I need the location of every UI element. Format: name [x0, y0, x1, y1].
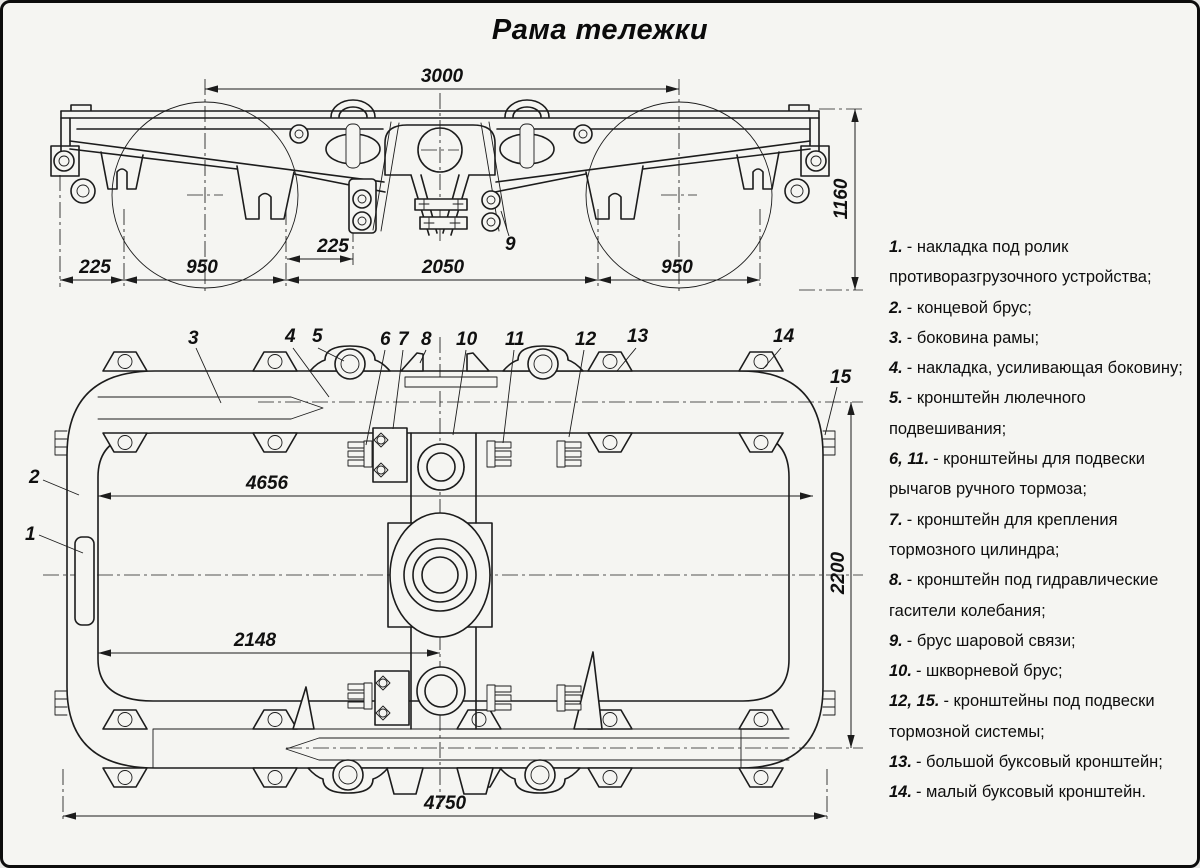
part-label-9: 9: [505, 234, 516, 255]
part-label-3: 3: [188, 328, 199, 349]
legend-line: 8. - кронштейн под гидравлические: [889, 571, 1159, 590]
dimension-bracket-offset: 225: [317, 236, 349, 257]
page-title: Рама тележки: [491, 14, 709, 46]
legend-line: тормозного цилиндра;: [889, 540, 1060, 559]
dimension-pivot-distance: 2148: [233, 630, 277, 651]
legend-line: 5. - кронштейн люлечного: [889, 389, 1086, 408]
part-label-1: 1: [25, 524, 36, 545]
dimension-frame-length: 4750: [423, 793, 467, 814]
dimension-inner-length: 4656: [245, 473, 289, 494]
legend-line: 1. - накладка под ролик: [889, 238, 1069, 256]
part-label-13: 13: [627, 326, 649, 347]
legend-line: 10. - шкворневой брус;: [889, 662, 1063, 681]
legend-line: 12, 15. - кронштейны под подвески: [889, 692, 1155, 711]
legend-line: рычагов ручного тормоза;: [889, 480, 1087, 499]
legend-line: 4. - накладка, усиливающая боковину;: [889, 359, 1183, 378]
legend-line: 13. - большой буксовый кронштейн;: [889, 753, 1163, 772]
legend: [889, 232, 1195, 808]
part-label-14: 14: [773, 326, 795, 347]
side-elevation-view: [51, 66, 863, 293]
legend-line: тормозной системы;: [889, 722, 1045, 741]
part-label-5: 5: [312, 326, 323, 347]
part-label-4: 4: [285, 326, 296, 347]
legend-line: 9. - брус шаровой связи;: [889, 631, 1076, 650]
part-label-8: 8: [421, 329, 432, 350]
roller-pad: [75, 537, 94, 625]
part-label-15: 15: [830, 367, 852, 388]
legend-line: подвешивания;: [889, 419, 1007, 438]
part-label-2: 2: [29, 467, 40, 488]
dimension-frame-width: 2200: [828, 551, 849, 595]
legend-line: гасители колебания;: [889, 601, 1046, 620]
part-label-10: 10: [456, 329, 478, 350]
part-label-7: 7: [398, 329, 409, 350]
dimension-axle-spacing: 3000: [420, 66, 464, 87]
dimension-wheel-dia-right: 950: [661, 257, 693, 278]
dimension-end-offset: 225: [79, 257, 111, 278]
part-label-6: 6: [380, 329, 391, 350]
dimension-wheel-dia-left: 950: [186, 257, 218, 278]
plan-view: [25, 326, 863, 823]
legend-line: 2. - концевой брус;: [889, 298, 1032, 317]
legend-line: противоразгрузочного устройства;: [889, 268, 1152, 287]
legend-line: 7. - кронштейн для крепления: [889, 510, 1118, 529]
legend-line: 14. - малый буксовый кронштейн.: [889, 783, 1146, 802]
legend-line: 3. - боковина рамы;: [889, 328, 1040, 347]
part-label-12: 12: [575, 329, 597, 350]
dimension-frame-height: 1160: [831, 178, 852, 220]
dimension-center-span: 2050: [421, 257, 465, 278]
part-label-11: 11: [505, 329, 525, 350]
legend-line: 6, 11. - кронштейны для подвески: [889, 450, 1145, 469]
damper-brackets: [401, 353, 489, 371]
